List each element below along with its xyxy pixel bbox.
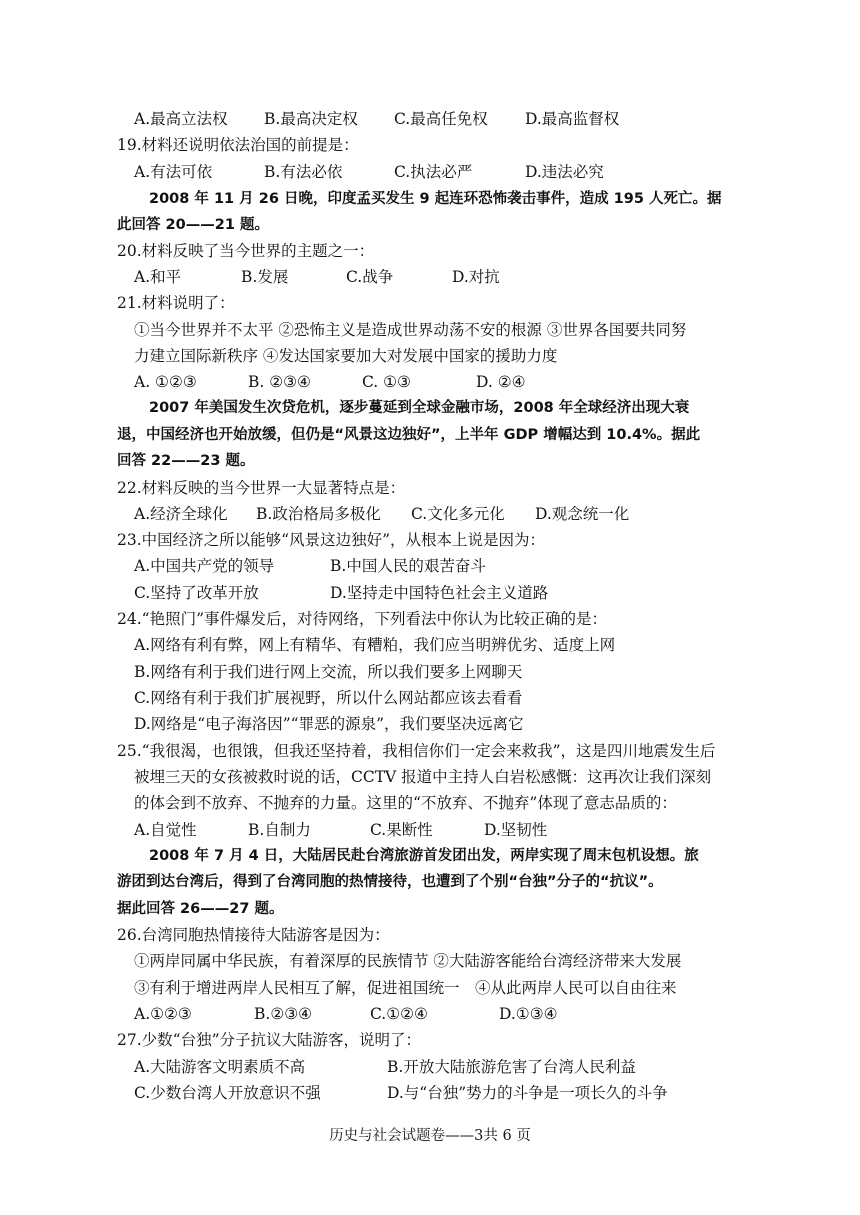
question-25-stem-line-3: 的体会到不放弃、不抛弃的力量。这里的“不放弃、不抛弃”体现了意志品质的： [134, 794, 677, 812]
q20-option-d: D.对抗 [452, 268, 500, 286]
q23-option-b: B.中国人民的艰苦奋斗 [330, 557, 486, 575]
q23-option-d: D.坚持走中国特色社会主义道路 [330, 584, 549, 602]
q26-option-a: A.①②③ [134, 1005, 192, 1023]
q25-option-b: B.自制力 [248, 821, 311, 839]
q18-option-d: D.最高监督权 [525, 110, 620, 128]
q25-option-c: C.果断性 [370, 821, 433, 839]
q20-option-b: B.发展 [241, 268, 289, 286]
q19-option-a: A.有法可依 [134, 163, 213, 181]
q27-option-c: C.少数台湾人开放意识不强 [134, 1084, 321, 1102]
q21-option-b: B. ②③④ [248, 373, 311, 391]
passage-22-23-line-1: 2007 年美国发生次贷危机，逐步蔓延到全球金融市场，2008 年全球经济出现大衰 [149, 400, 690, 416]
q24-option-c: C.网络有利于我们扩展视野，所以什么网站都应该去看看 [134, 689, 523, 707]
passage-26-27-line-2: 游团到达台湾后，得到了台湾同胞的热情接待，也遭到了个别“台独”分子的“抗议”。 [117, 874, 663, 890]
q19-option-c: C.执法必严 [394, 163, 473, 181]
q21-option-a: A. ①②③ [134, 373, 197, 391]
q26-option-d: D.①③④ [499, 1005, 558, 1023]
q23-option-a: A.中国共产党的领导 [134, 557, 275, 575]
q26-option-c: C.①②④ [370, 1005, 428, 1023]
question-26-statements-line-2: ③有利于增进两岸人民相互了解，促进祖国统一 ④从此两岸人民可以自由往来 [134, 979, 677, 997]
question-21-statements-line-1: ①当今世界并不太平 ②恐怖主义是造成世界动荡不安的根源 ③世界各国要共同努 [134, 321, 687, 339]
passage-22-23-line-2: 退，中国经济也开始放缓，但仍是“风景这边独好”，上半年 GDP 增幅达到 10.4%。据此 [117, 427, 701, 443]
q19-option-d: D.违法必究 [525, 163, 604, 181]
question-19-stem: 19.材料还说明依法治国的前提是： [117, 136, 359, 154]
question-25-stem-line-1: 25.“我很渴，也很饿，但我还坚持着，我相信你们一定会来救我”，这是四川地震发生后 [117, 742, 716, 760]
q19-option-b: B.有法必依 [264, 163, 343, 181]
page-footer: 历史与社会试题卷——3共 6 页 [329, 1128, 531, 1144]
question-20-stem: 20.材料反映了当今世界的主题之一： [117, 242, 375, 260]
question-21-statements-line-2: 力建立国际新秩序 ④发达国家要加大对发展中国家的援助力度 [134, 347, 558, 365]
question-27-stem: 27.少数“台独”分子抗议大陆游客，说明了： [117, 1031, 421, 1049]
question-26-stem: 26.台湾同胞热情接待大陆游客是因为： [117, 926, 390, 944]
q25-option-d: D.坚韧性 [484, 821, 548, 839]
q21-option-d: D. ②④ [476, 373, 526, 391]
q18-option-a: A.最高立法权 [134, 110, 228, 128]
question-25-stem-line-2: 被埋三天的女孩被救时说的话，CCTV 报道中主持人白岩松感慨：这再次让我们深刻 [134, 768, 712, 786]
q20-option-a: A.和平 [134, 268, 182, 286]
passage-26-27-line-3: 据此回答 26——27 题。 [117, 901, 284, 917]
question-23-stem: 23.中国经济之所以能够“风景这边独好”，从根本上说是因为： [117, 531, 546, 549]
q25-option-a: A.自觉性 [134, 821, 197, 839]
passage-20-21-line-1: 2008 年 11 月 26 日晚，印度孟买发生 9 起连环恐怖袭击事件，造成 195 人死亡。据 [149, 191, 722, 207]
q22-option-a: A.经济全球化 [134, 505, 228, 523]
q27-option-d: D.与“台独”势力的斗争是一项长久的斗争 [387, 1084, 668, 1102]
q27-option-a: A.大陆游客文明素质不高 [134, 1058, 306, 1076]
passage-22-23-line-3: 回答 22——23 题。 [117, 453, 255, 469]
q20-option-c: C.战争 [346, 268, 394, 286]
q24-option-d: D.网络是“电子海洛因”“罪恶的源泉”，我们要坚决远离它 [134, 715, 524, 733]
question-24-stem: 24.“艳照门”事件爆发后，对待网络，下列看法中你认为比较正确的是： [117, 610, 608, 628]
q26-option-b: B.②③④ [254, 1005, 313, 1023]
q21-option-c: C. ①③ [362, 373, 411, 391]
q22-option-c: C.文化多元化 [411, 505, 505, 523]
q27-option-b: B.开放大陆旅游危害了台湾人民利益 [387, 1058, 636, 1076]
passage-20-21-line-2: 此回答 20——21 题。 [117, 217, 269, 233]
q24-option-b: B.网络有利于我们进行网上交流，所以我们要多上网聊天 [134, 663, 523, 681]
question-26-statements-line-1: ①两岸同属中华民族，有着深厚的民族情节 ②大陆游客能给台湾经济带来大发展 [134, 952, 682, 970]
question-22-stem: 22.材料反映的当今世界一大显著特点是： [117, 479, 406, 497]
q24-option-a: A.网络有利有弊，网上有精华、有糟粕，我们应当明辨优劣、适度上网 [134, 636, 616, 654]
q23-option-c: C.坚持了改革开放 [134, 584, 259, 602]
passage-26-27-line-1: 2008 年 7 月 4 日，大陆居民赴台湾旅游首发团出发，两岸实现了周末包机设想。旅 [149, 848, 699, 864]
question-21-stem: 21.材料说明了： [117, 294, 235, 312]
q18-option-b: B.最高决定权 [264, 110, 358, 128]
q18-option-c: C.最高任免权 [394, 110, 488, 128]
q22-option-d: D.观念统一化 [535, 505, 630, 523]
q22-option-b: B.政治格局多极化 [256, 505, 381, 523]
